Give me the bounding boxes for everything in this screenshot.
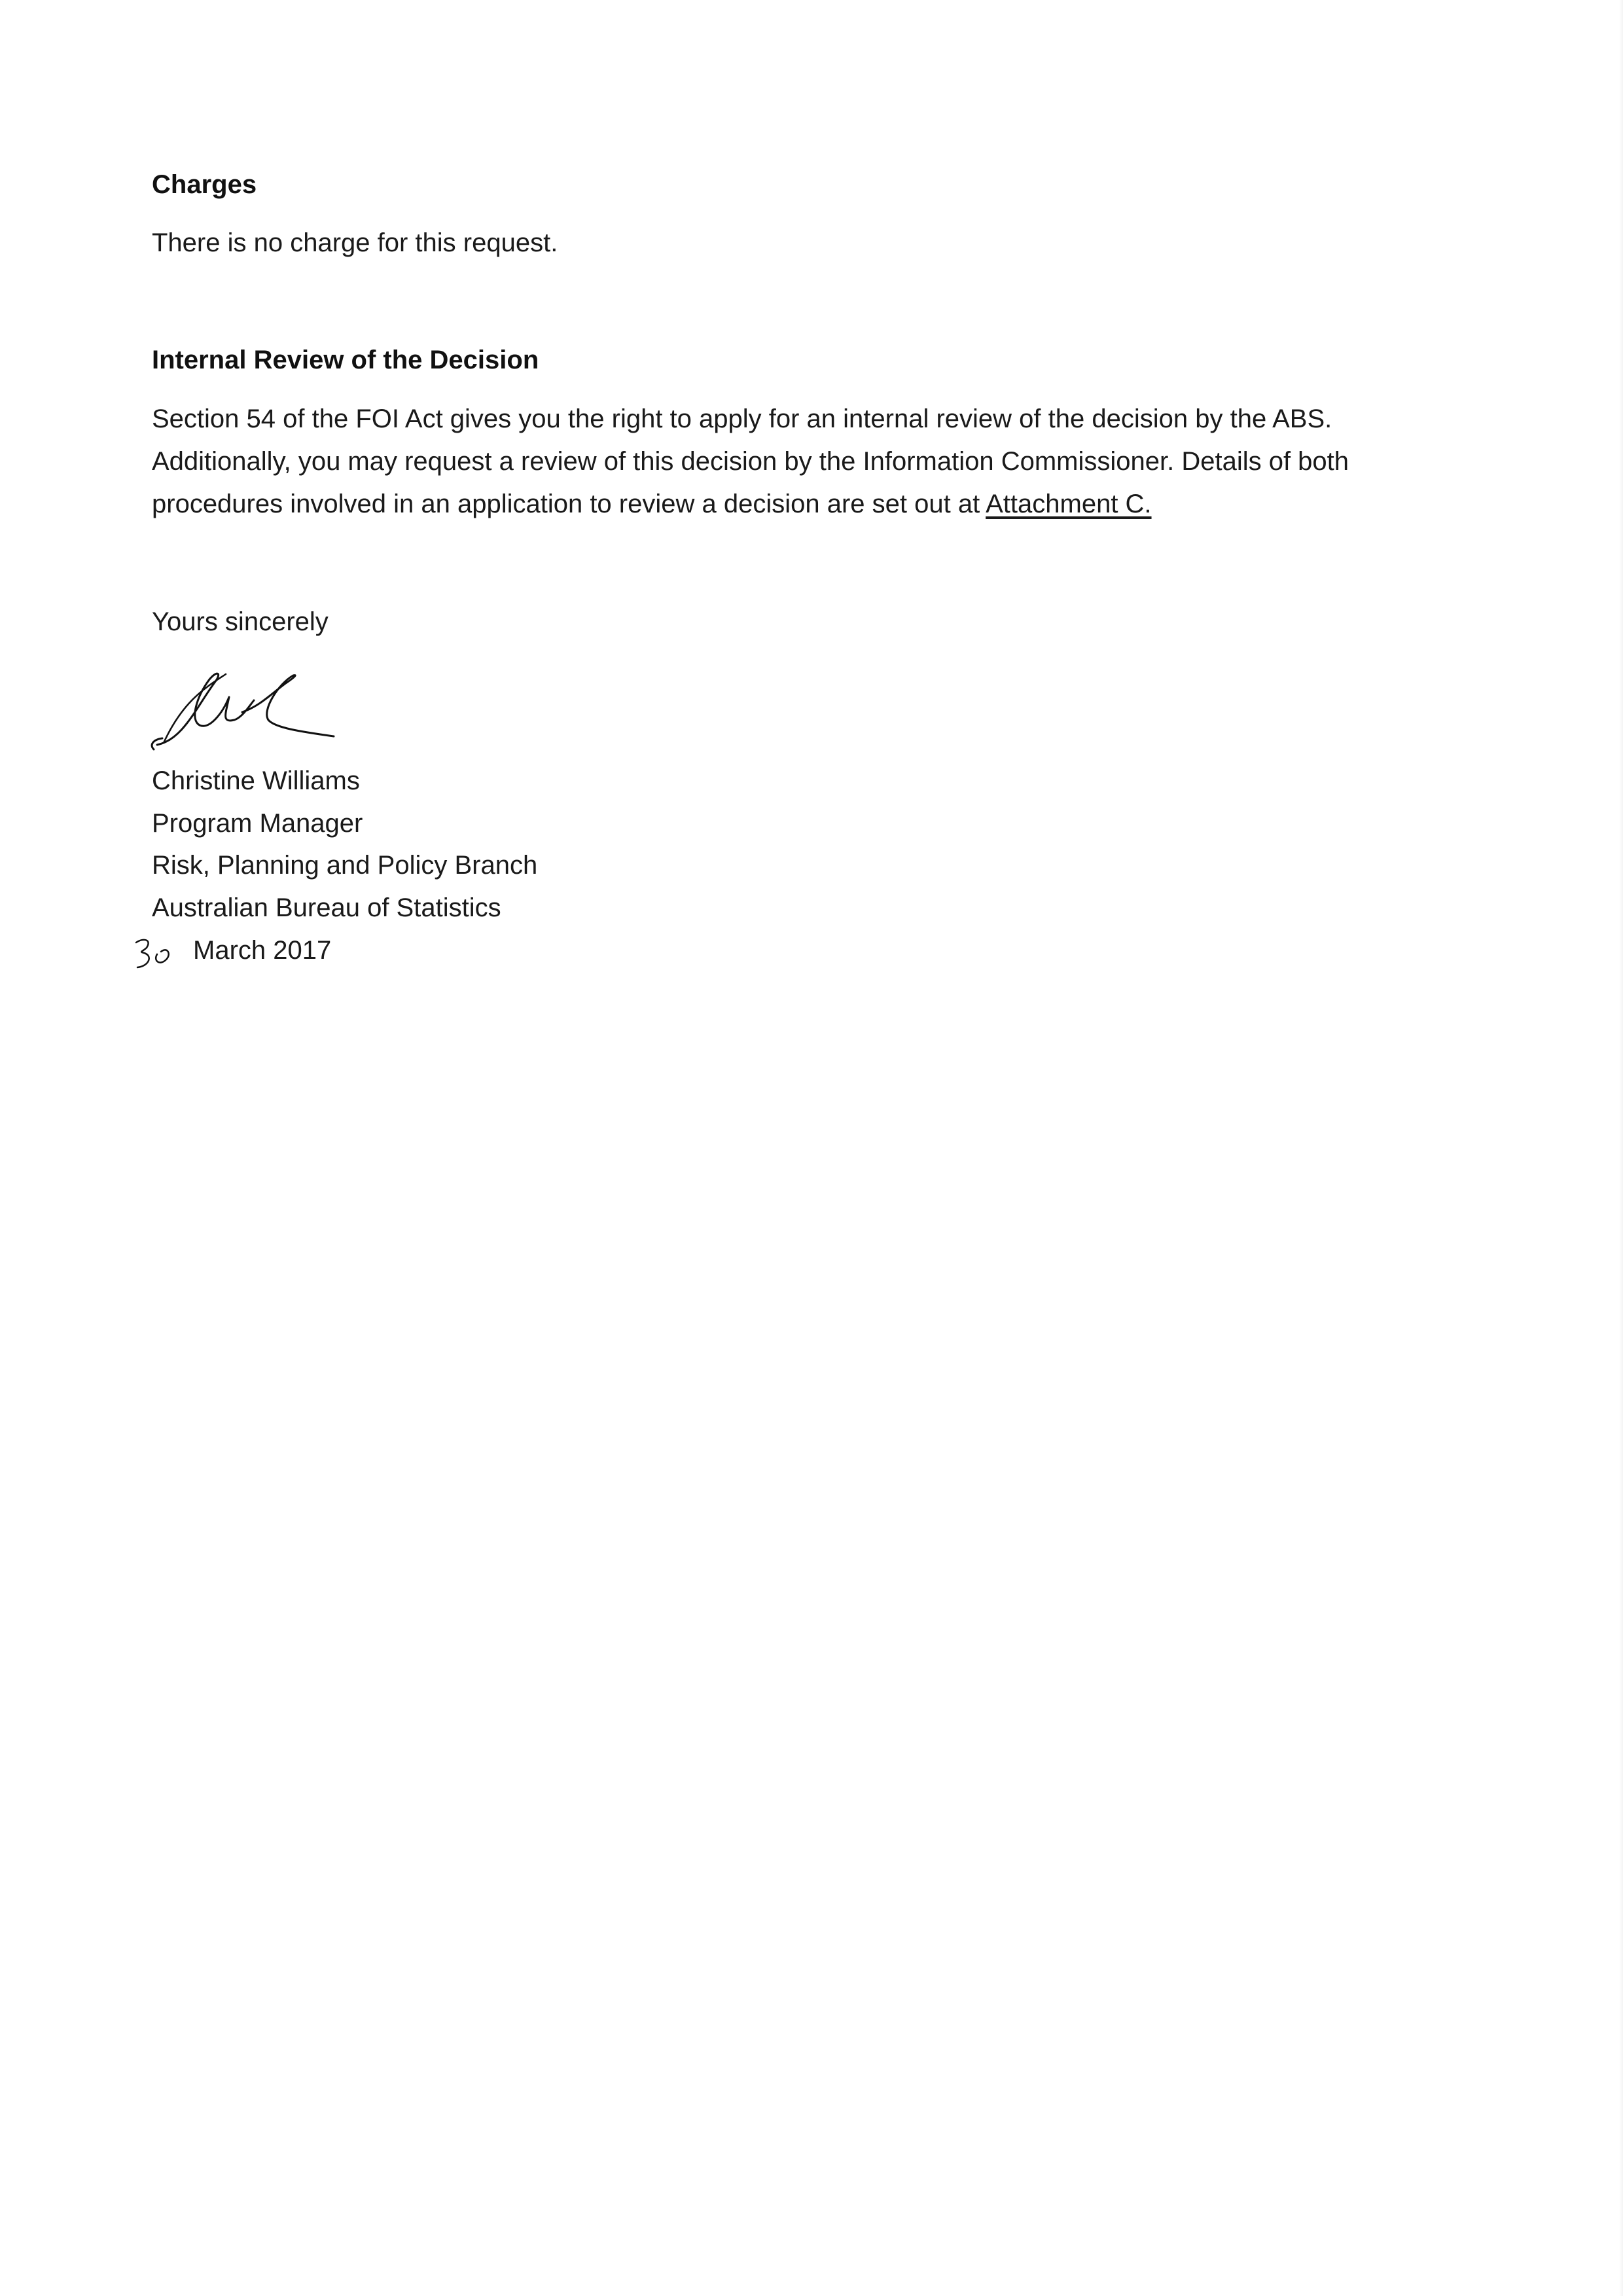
handwritten-date-day <box>131 935 183 974</box>
signatory-title: Program Manager <box>152 809 363 838</box>
review-paragraph <box>152 398 1493 526</box>
review-line-3 <box>152 483 1493 526</box>
scan-edge <box>1619 0 1623 2296</box>
review-line-3-text: procedures involved in an application to review a decision are set out at <box>152 490 986 518</box>
signatory-branch: Risk, Planning and Policy Branch <box>152 851 538 880</box>
attachment-c-link[interactable]: Attachment C. <box>986 490 1152 518</box>
signatory-organisation: Australian Bureau of Statistics <box>152 893 501 922</box>
salutation: Yours sincerely <box>152 607 329 636</box>
charges-heading: Charges <box>152 170 257 199</box>
charges-text: There is no charge for this request. <box>152 228 558 257</box>
review-line-2: Additionally, you may request a review of this decision by the Information Commissioner. Details of both <box>152 447 1349 476</box>
review-line-1: Section 54 of the FOI Act gives you the right to apply for an internal review of the decision by the ABS. <box>152 404 1332 433</box>
signature <box>144 661 353 759</box>
signatory-name: Christine Williams <box>152 766 360 795</box>
date-month-year: March 2017 <box>193 936 332 965</box>
review-heading: Internal Review of the Decision <box>152 346 539 374</box>
